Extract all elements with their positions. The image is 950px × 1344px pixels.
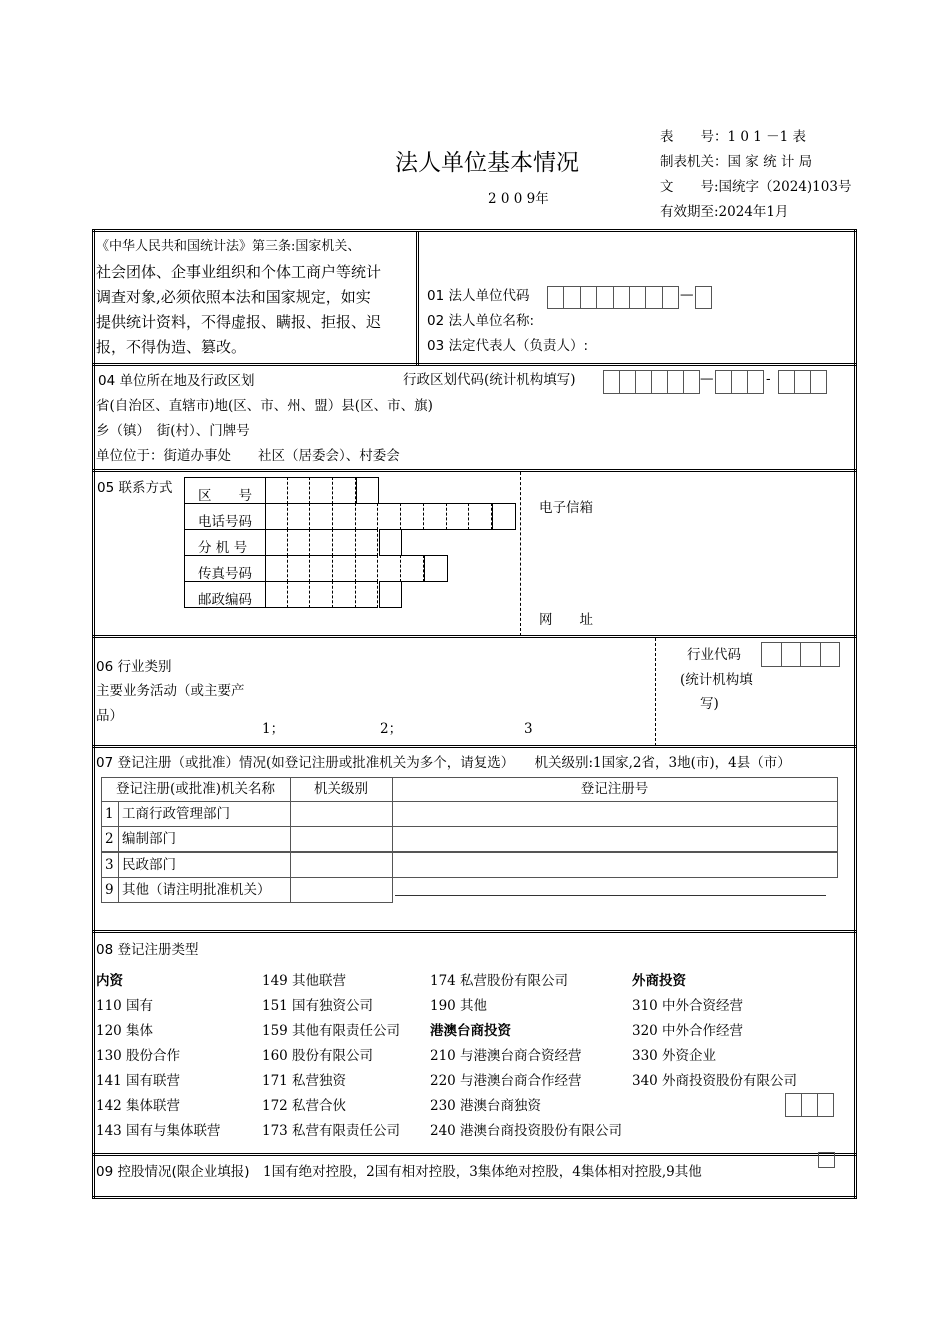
registration-number-cell[interactable] — [392, 852, 838, 878]
contact-digit-box[interactable] — [401, 503, 424, 530]
location-title: 04 单位所在地及行政区划 — [98, 373, 255, 389]
registration-type-item: 210 与港澳台商合资经营 — [430, 1048, 582, 1064]
contact-digit-box[interactable] — [288, 581, 311, 608]
contact-digit-box[interactable] — [356, 503, 379, 530]
row-number: 2 — [105, 831, 114, 848]
contact-digit-box[interactable] — [424, 555, 448, 582]
contact-row-label — [184, 477, 266, 504]
code-digit-box[interactable] — [563, 286, 580, 309]
dashed-divider — [655, 638, 656, 746]
dashed-divider — [520, 472, 521, 636]
authority-name: 工商行政管理部门 — [122, 806, 230, 822]
activity-1[interactable]: 1； — [262, 721, 285, 737]
column-header: 登记注册(或批准)机关名称 — [115, 781, 276, 797]
activity-3[interactable]: 3 — [524, 721, 533, 737]
contact-row-label — [184, 555, 266, 582]
registration-number-cell[interactable] — [392, 801, 838, 827]
registration-type-item: 110 国有 — [96, 998, 154, 1014]
other-authority-line[interactable] — [395, 895, 826, 896]
contact-digit-box[interactable] — [265, 477, 288, 504]
registration-type-item: 173 私营有限责任公司 — [262, 1123, 401, 1139]
registration-type-item: 141 国有联营 — [96, 1073, 181, 1089]
contact-digit-box[interactable] — [265, 503, 288, 530]
industry-code-box[interactable] — [761, 642, 782, 667]
row-number: 1 — [105, 806, 114, 822]
code-digit-box[interactable] — [645, 286, 662, 309]
admin-code-box[interactable] — [731, 370, 748, 394]
registration-type-box[interactable] — [817, 1093, 834, 1117]
admin-code-box[interactable] — [715, 370, 732, 394]
address-line-street: 乡（镇） 街(村）、门牌号 — [96, 423, 250, 439]
contact-digit-box[interactable] — [356, 555, 379, 582]
registration-type-item: 320 中外合作经营 — [632, 1023, 744, 1039]
contact-digit-box[interactable] — [333, 503, 356, 530]
industry-code-box[interactable] — [800, 642, 821, 667]
main-activity-label: 主要业务活动（或主要产 — [96, 683, 245, 699]
contact-digit-box[interactable] — [424, 503, 447, 530]
frame-top — [93, 229, 857, 232]
holding-options: 1国有绝对控股，2国有相对控股，3集体绝对控股，4集体相对控股,9其他 — [263, 1164, 702, 1180]
authority-level-cell[interactable] — [290, 877, 393, 903]
contact-digit-box[interactable] — [469, 503, 492, 530]
admin-code-box[interactable] — [747, 370, 764, 394]
page-title: 法人单位基本情况 — [395, 150, 579, 176]
form-number: 表 号：1 0 1 －1 表 — [660, 129, 807, 145]
holding-checkbox[interactable] — [818, 1152, 835, 1168]
contact-label: 分 机 号 — [198, 540, 248, 556]
registration-category-heading: 内资 — [96, 973, 123, 989]
contact-digit-box[interactable] — [379, 529, 403, 556]
registration-type-item: 310 中外合资经营 — [632, 998, 744, 1014]
contact-digit-box[interactable] — [310, 581, 333, 608]
registration-type-item: 190 其他 — [430, 998, 488, 1014]
contact-digit-box[interactable] — [333, 477, 356, 504]
contact-digit-box[interactable] — [379, 503, 402, 530]
registration-category-heading: 外商投资 — [632, 973, 686, 989]
authority-name: 民政部门 — [122, 856, 176, 873]
divider — [416, 231, 419, 365]
authority-name: 其他（请注明批准机关） — [122, 881, 271, 898]
registration-type-box[interactable] — [801, 1093, 818, 1117]
contact-digit-box[interactable] — [333, 555, 356, 582]
registration-type-item: 171 私营独资 — [262, 1073, 347, 1089]
law-text-line: 报，不得伪造、篡改。 — [96, 338, 247, 356]
registration-type-item: 172 私营合伙 — [262, 1098, 347, 1114]
code-digit-box[interactable] — [613, 286, 630, 309]
contact-digit-box[interactable] — [356, 477, 380, 504]
registration-type-item: 130 股份合作 — [96, 1048, 181, 1064]
contact-digit-box[interactable] — [379, 555, 402, 582]
registration-type-item: 120 集体 — [96, 1023, 154, 1039]
legal-unit-name-label: 02 法人单位名称: — [427, 313, 535, 329]
authority-level-cell[interactable] — [290, 826, 393, 852]
website-label: 网 址 — [539, 612, 593, 628]
admin-code-box[interactable] — [683, 370, 700, 394]
admin-code-box[interactable] — [603, 370, 620, 394]
admin-code-box[interactable] — [810, 370, 827, 394]
registration-title: 07 登记注册（或批准）情况 — [96, 755, 266, 771]
address-line-province: 省(自治区、直辖市)地(区、市、州、盟）县(区、市、旗) — [96, 398, 433, 414]
column-header: 机关级别 — [314, 781, 368, 797]
frame-bottom — [93, 1196, 857, 1199]
law-text-line: 《中华人民共和国统计法》第三条:国家机关、 — [96, 239, 361, 254]
registration-type-item: 174 私营股份有限公司 — [430, 973, 569, 989]
industry-title: 06 行业类别 — [96, 659, 172, 675]
industry-code-box[interactable] — [820, 642, 841, 667]
contact-row-label — [184, 529, 266, 556]
contact-digit-box[interactable] — [333, 581, 356, 608]
registration-type-item: 240 港澳台商投资股份有限公司 — [430, 1123, 623, 1139]
law-text-line: 提供统计资料，不得虚报、瞒报、拒报、迟 — [96, 313, 382, 331]
registration-type-item: 340 外商投资股份有限公司 — [632, 1073, 798, 1089]
admin-code-box[interactable] — [651, 370, 668, 394]
divider — [93, 469, 857, 472]
contact-label: 邮政编码 — [198, 592, 252, 608]
contact-digit-box[interactable] — [288, 503, 311, 530]
admin-code-box[interactable] — [667, 370, 684, 394]
frame-left — [92, 229, 95, 1199]
registration-type-item: 149 其他联营 — [262, 973, 347, 989]
registration-category-heading: 港澳台商投资 — [430, 1023, 511, 1039]
code-digit-box[interactable] — [547, 286, 564, 309]
contact-row-label — [184, 503, 266, 530]
registration-type-item: 160 股份有限公司 — [262, 1048, 374, 1064]
contact-digit-box[interactable] — [288, 529, 311, 556]
code-check-box[interactable] — [695, 286, 712, 309]
divider — [93, 745, 857, 748]
year: 2 0 0 9年 — [488, 191, 549, 207]
law-text-line: 调查对象,必须依照本法和国家规定，如实 — [96, 288, 371, 306]
divider — [93, 930, 857, 933]
contact-label: 区 号 — [198, 488, 252, 504]
divider — [93, 635, 857, 638]
code-dash: — — [700, 371, 714, 387]
contact-digit-box[interactable] — [265, 581, 288, 608]
contact-digit-box[interactable] — [492, 503, 516, 530]
contact-digit-box[interactable] — [288, 477, 311, 504]
column-header: 登记注册号 — [580, 781, 649, 797]
valid-until: 有效期至:2024年1月 — [660, 204, 789, 220]
issuer: 制表机关：国 家 统 计 局 — [660, 154, 813, 170]
contact-digit-box[interactable] — [447, 503, 470, 530]
contact-digit-box[interactable] — [310, 503, 333, 530]
contact-digit-box[interactable] — [401, 555, 424, 582]
holding-title: 09 控股情况(限企业填报) — [96, 1164, 250, 1180]
contact-label: 传真号码 — [198, 566, 252, 582]
authority-level-cell[interactable] — [290, 852, 393, 878]
contact-digit-box[interactable] — [356, 581, 379, 608]
main-activity-label-cont: 品） — [96, 708, 123, 724]
registration-type-title: 08 登记注册类型 — [96, 942, 199, 958]
contact-digit-box[interactable] — [288, 555, 311, 582]
registration-type-box[interactable] — [785, 1093, 802, 1117]
contact-digit-box[interactable] — [310, 529, 333, 556]
contact-label: 电话号码 — [198, 514, 252, 530]
contact-title: 05 联系方式 — [97, 480, 173, 496]
registration-type-item: 330 外资企业 — [632, 1048, 717, 1064]
authority-name: 编制部门 — [122, 831, 176, 848]
admin-code-box[interactable] — [619, 370, 636, 394]
document-number: 文 号:国统字（2024)103号 — [660, 179, 852, 195]
admin-code-box[interactable] — [794, 370, 811, 394]
code-dash: - — [766, 371, 771, 387]
industry-code-label: 行业代码 — [687, 647, 741, 663]
address-line-community: 单位位于：街道办事处 社区（居委会）、村委会 — [96, 448, 400, 464]
admin-code-label: 行政区划代码(统计机构填写) — [403, 372, 576, 388]
registration-type-item: 159 其他有限责任公司 — [262, 1023, 401, 1039]
code-digit-box[interactable] — [596, 286, 613, 309]
email-label: 电子信箱 — [539, 500, 593, 516]
registration-number-cell[interactable] — [392, 826, 838, 852]
contact-digit-box[interactable] — [379, 581, 403, 608]
divider — [93, 363, 857, 366]
contact-digit-box[interactable] — [310, 555, 333, 582]
code-digit-box[interactable] — [580, 286, 597, 309]
registration-type-item: 220 与港澳台商合作经营 — [430, 1073, 582, 1089]
divider — [93, 1153, 857, 1156]
contact-row-label — [184, 581, 266, 608]
admin-code-box[interactable] — [635, 370, 652, 394]
contact-digit-box[interactable] — [265, 555, 288, 582]
admin-code-box[interactable] — [778, 370, 795, 394]
row-number: 3 — [105, 856, 114, 873]
legal-representative-label: 03 法定代表人（负责人）: — [427, 338, 589, 354]
activity-2[interactable]: 2； — [380, 721, 403, 737]
registration-type-item: 230 港澳台商独资 — [430, 1098, 542, 1114]
registration-type-item: 151 国有独资公司 — [262, 998, 374, 1014]
registration-type-item: 143 国有与集体联营 — [96, 1123, 221, 1139]
frame-right — [854, 229, 857, 1199]
authority-level-cell[interactable] — [290, 801, 393, 827]
registration-note: (如登记注册或批准机关为多个，请复选） 机关级别:1国家,2省，3地(市)，4县（市） — [265, 755, 791, 771]
law-text-line: 社会团体、企事业组织和个体工商户等统计 — [96, 263, 382, 281]
code-digit-box[interactable] — [662, 286, 679, 309]
industry-code-box[interactable] — [781, 642, 802, 667]
code-dash: — — [680, 287, 694, 303]
registration-type-item: 142 集体联营 — [96, 1098, 181, 1114]
contact-digit-box[interactable] — [333, 529, 356, 556]
contact-digit-box[interactable] — [265, 529, 288, 556]
industry-code-note: (统计机构填 — [680, 672, 753, 688]
row-number: 9 — [105, 881, 114, 898]
contact-digit-box[interactable] — [310, 477, 333, 504]
industry-code-note-cont: 写) — [700, 696, 719, 712]
code-digit-box[interactable] — [629, 286, 646, 309]
legal-unit-code-label: 01 法人单位代码 — [427, 288, 530, 304]
contact-digit-box[interactable] — [356, 529, 379, 556]
